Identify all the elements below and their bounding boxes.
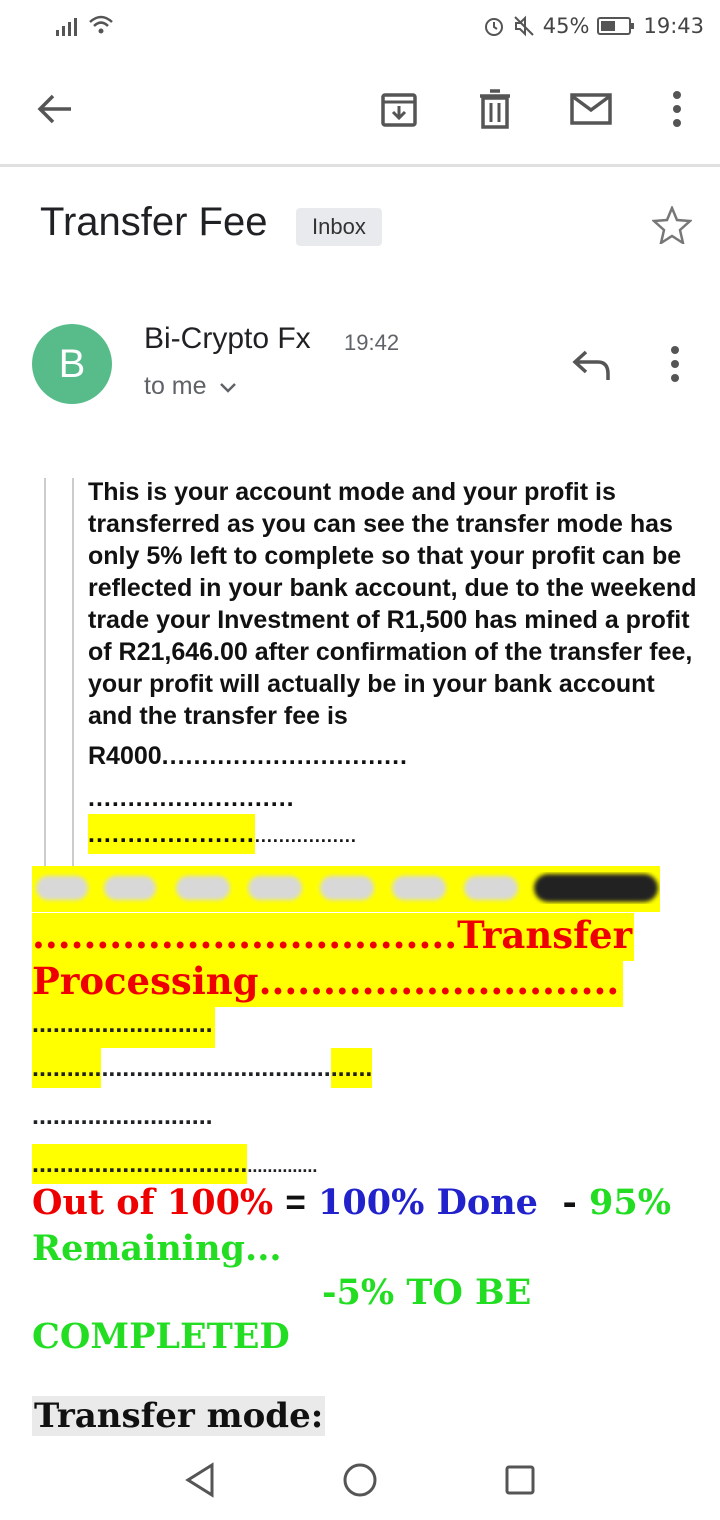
mark-unread-button[interactable] (566, 84, 616, 134)
nav-home-button[interactable] (342, 1462, 378, 1502)
dots: ...... (331, 1048, 373, 1088)
fee-amount: R4000 (88, 742, 162, 770)
email-time: 19:42 (344, 330, 400, 355)
body-paragraph: This is your account mode and your profit is transferred as you can see the transfer mode has only 5% left to complete so that your profit can be reflected in your bank account, due to the weekend trade your Investment of R1,500 has mined a profit of R21,646.00 after confirmation of the transfer fee, your profit will actually be in your bank account and the transfer fee is (88, 478, 697, 730)
dots: .............. (247, 1156, 318, 1176)
dots: .......................... (32, 1006, 215, 1048)
transfer-mode-label: Transfer mode: (34, 1396, 324, 1436)
recipient-toggle[interactable] (144, 372, 237, 401)
dots: ................. (254, 826, 357, 846)
circle-home-icon (342, 1462, 378, 1498)
processing-line (32, 958, 692, 1004)
dots: .......... (32, 1048, 101, 1088)
more-vert-icon (670, 346, 680, 382)
signal-icon (56, 16, 82, 36)
out-of-text: Out of 100% (32, 1182, 274, 1223)
back-button[interactable] (30, 84, 80, 134)
dots: .......................... (32, 1102, 213, 1130)
dots-highlight: ..................... (88, 814, 255, 854)
dots: ............................ (258, 959, 620, 1003)
recipient-text: to me (144, 372, 207, 400)
progress-segments (32, 872, 660, 904)
alarm-icon (483, 15, 505, 37)
reply-button[interactable] (572, 348, 612, 386)
chevron-down-icon (219, 382, 237, 394)
more-options-button[interactable] (652, 84, 702, 134)
square-recents-icon (504, 1464, 536, 1496)
done-text: 100% Done (318, 1182, 538, 1223)
inbox-label[interactable]: Inbox (296, 208, 382, 246)
nav-recents-button[interactable] (504, 1464, 536, 1500)
android-nav-bar (0, 1440, 720, 1520)
back-arrow-icon (37, 93, 73, 125)
archive-icon (380, 90, 418, 128)
transfer-processing-block (32, 912, 692, 1004)
progress-bar (32, 872, 660, 904)
delete-button[interactable] (470, 84, 520, 134)
sender-name: Bi-Crypto Fx (144, 322, 311, 355)
battery-percent: 45% (542, 14, 590, 38)
triangle-back-icon (184, 1462, 216, 1498)
dots-block (32, 1002, 372, 1188)
quote-bar-inner (72, 478, 74, 868)
dots: ............................... (161, 742, 408, 770)
wifi-icon (88, 14, 114, 36)
fee-line (88, 740, 698, 772)
dots-line: .......................... (88, 784, 295, 812)
mail-icon (570, 93, 612, 125)
dots-line-highlight (88, 818, 698, 852)
remaining-text: 95% Remaining... (32, 1182, 672, 1269)
sender-avatar: B (32, 324, 112, 404)
email-toolbar (0, 56, 720, 167)
processing-word: Processing (32, 959, 259, 1003)
dots: ............................... (32, 1144, 247, 1184)
reply-icon (572, 348, 612, 382)
message-more-button[interactable] (670, 346, 680, 386)
dots: ................................. (101, 1054, 331, 1082)
trash-icon (478, 89, 512, 129)
transfer-word: Transfer (457, 913, 633, 957)
quote-bar-outer (44, 478, 46, 868)
email-subject: Transfer Fee (40, 200, 268, 244)
star-button[interactable] (652, 206, 692, 248)
star-icon (652, 206, 692, 244)
completed-text: COMPLETED (32, 1316, 290, 1357)
dash: - (562, 1182, 577, 1223)
progress-status-text (32, 1180, 702, 1272)
status-bar (0, 0, 720, 56)
to-be-text: -5% TO BE (322, 1272, 532, 1313)
clock: 19:43 (643, 14, 704, 38)
email-body-text (88, 476, 698, 852)
equals-sign: = (285, 1183, 306, 1222)
battery-icon (597, 16, 635, 36)
signal-wifi-icons (56, 14, 114, 36)
transfer-line (32, 912, 692, 958)
more-vert-icon (672, 91, 682, 127)
archive-button[interactable] (374, 84, 424, 134)
mute-icon (513, 15, 535, 37)
dots: ................................. (32, 913, 458, 957)
nav-back-button[interactable] (184, 1462, 216, 1502)
